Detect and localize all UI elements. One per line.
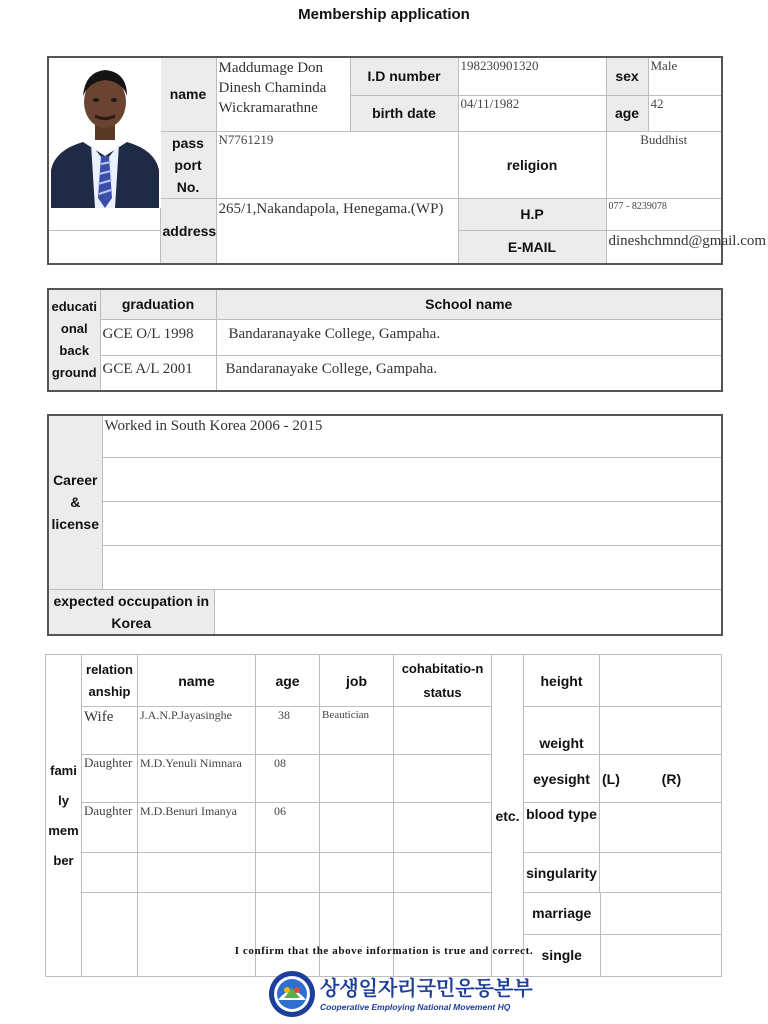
age-value: 42 bbox=[648, 95, 722, 131]
family-relationship-cell: Wife bbox=[82, 707, 138, 755]
applicant-photo-image bbox=[49, 58, 161, 208]
family-job-header: job bbox=[320, 655, 394, 707]
family-name-cell bbox=[138, 893, 256, 977]
family-name-cell: M.D.Yenuli Nimnara bbox=[138, 755, 256, 803]
organization-emblem-icon bbox=[268, 968, 316, 1020]
religion-label: religion bbox=[458, 131, 606, 198]
passport-value: N7761219 bbox=[216, 131, 458, 198]
family-name-cell bbox=[138, 853, 256, 893]
relationship-header: relation anship bbox=[82, 655, 138, 707]
hp-value: 077 - 8239078 bbox=[606, 198, 722, 230]
family-age-cell bbox=[256, 853, 320, 893]
sex-label: sex bbox=[606, 57, 648, 95]
marriage-value bbox=[600, 893, 721, 934]
family-cohabitation-cell bbox=[394, 853, 492, 893]
career-line: Worked in South Korea 2006 - 2015 bbox=[102, 415, 722, 457]
education-school-cell: Bandaranayake College, Gampaha. bbox=[216, 319, 722, 355]
education-graduation-cell: GCE A/L 2001 bbox=[100, 355, 216, 391]
family-cohabitation-cell bbox=[394, 755, 492, 803]
family-name-cell: J.A.N.P.Jayasinghe bbox=[138, 707, 256, 755]
family-relationship-cell bbox=[82, 853, 138, 893]
family-job-cell bbox=[320, 755, 394, 803]
family-name-cell: M.D.Benuri Imanya bbox=[138, 803, 256, 853]
applicant-photo bbox=[48, 57, 160, 230]
birth-date-label: birth date bbox=[350, 95, 458, 131]
passport-label: pass port No. bbox=[160, 131, 216, 198]
blood-type-label: blood type bbox=[524, 803, 600, 853]
family-job-cell bbox=[320, 803, 394, 853]
family-job-cell bbox=[320, 893, 394, 977]
personal-info-table bbox=[47, 56, 767, 265]
graduation-header: graduation bbox=[100, 289, 216, 319]
id-number-label: I.D number bbox=[350, 57, 458, 95]
name-value: Maddumage Don Dinesh Chaminda Wickramarathne bbox=[216, 57, 350, 131]
sex-value: Male bbox=[648, 57, 722, 95]
height-label: height bbox=[524, 655, 600, 707]
name-label: name bbox=[160, 57, 216, 131]
family-name-header: name bbox=[138, 655, 256, 707]
age-label: age bbox=[606, 95, 648, 131]
page-title: Membership application bbox=[298, 6, 470, 23]
height-value bbox=[600, 655, 722, 707]
family-cohabitation-cell bbox=[394, 707, 492, 755]
career-line bbox=[102, 457, 722, 501]
address-value: 265/1,Nakandapola, Henegama.(WP) bbox=[216, 198, 458, 264]
education-table bbox=[47, 288, 723, 392]
career-line bbox=[102, 501, 722, 545]
expected-occupation-value bbox=[214, 589, 722, 635]
organization-name-korean: 상생일자리국민운동본부 bbox=[320, 976, 533, 1000]
cohabitation-header: cohabitatio-n status bbox=[394, 655, 492, 707]
family-age-cell: 08 bbox=[256, 755, 320, 803]
eyesight-left-label: (L) bbox=[602, 770, 620, 787]
hp-label: H.P bbox=[458, 198, 606, 230]
single-label: single bbox=[524, 934, 600, 976]
marital-status-subtable bbox=[524, 893, 721, 976]
marital-status-cell bbox=[524, 893, 722, 977]
family-job-cell: Beautician bbox=[320, 707, 394, 755]
birth-date-value: 04/11/1982 bbox=[458, 95, 606, 131]
eyesight-right-label: (R) bbox=[661, 770, 682, 787]
etc-label: etc. bbox=[492, 655, 524, 977]
education-school-cell: Bandaranayake College, Gampaha. bbox=[216, 355, 722, 391]
weight-label: weight bbox=[524, 707, 600, 755]
organization-logo bbox=[268, 966, 533, 1022]
family-table bbox=[45, 654, 722, 977]
eyesight-label: eyesight bbox=[524, 755, 600, 803]
family-relationship-cell bbox=[82, 893, 138, 977]
family-age-cell bbox=[256, 893, 320, 977]
religion-value: Buddhist bbox=[606, 131, 722, 198]
eyesight-value bbox=[600, 755, 722, 803]
address-label: address bbox=[160, 198, 216, 264]
family-cohabitation-cell bbox=[394, 893, 492, 977]
education-side-label: educati onal back ground bbox=[48, 289, 100, 391]
expected-occupation-label: expected occupation in Korea bbox=[48, 589, 214, 635]
singularity-value bbox=[600, 853, 722, 893]
marriage-label: marriage bbox=[524, 893, 600, 934]
family-job-cell bbox=[320, 853, 394, 893]
blood-type-value bbox=[600, 803, 722, 853]
family-side-label: fami ly mem ber bbox=[46, 655, 82, 977]
weight-value bbox=[600, 707, 722, 755]
email-value: dineshchmnd@gmail.com bbox=[606, 230, 722, 264]
family-age-header: age bbox=[256, 655, 320, 707]
organization-name-english: Cooperative Employing National Movement HQ bbox=[320, 1002, 511, 1012]
confirmation-statement: I confirm that the above information is true and correct. bbox=[234, 945, 534, 957]
family-age-cell: 38 bbox=[256, 707, 320, 755]
education-graduation-cell: GCE O/L 1998 bbox=[100, 319, 216, 355]
career-line bbox=[102, 545, 722, 589]
career-side-label: Career & license bbox=[48, 415, 102, 589]
career-table bbox=[47, 414, 723, 636]
family-relationship-cell: Daughter bbox=[82, 803, 138, 853]
singularity-label: singularity bbox=[524, 853, 600, 893]
photo-blank-cell bbox=[48, 230, 160, 264]
email-label: E-MAIL bbox=[458, 230, 606, 264]
family-cohabitation-cell bbox=[394, 803, 492, 853]
family-age-cell: 06 bbox=[256, 803, 320, 853]
id-number-value: 198230901320 bbox=[458, 57, 606, 95]
school-name-header: School name bbox=[216, 289, 722, 319]
family-relationship-cell: Daughter bbox=[82, 755, 138, 803]
